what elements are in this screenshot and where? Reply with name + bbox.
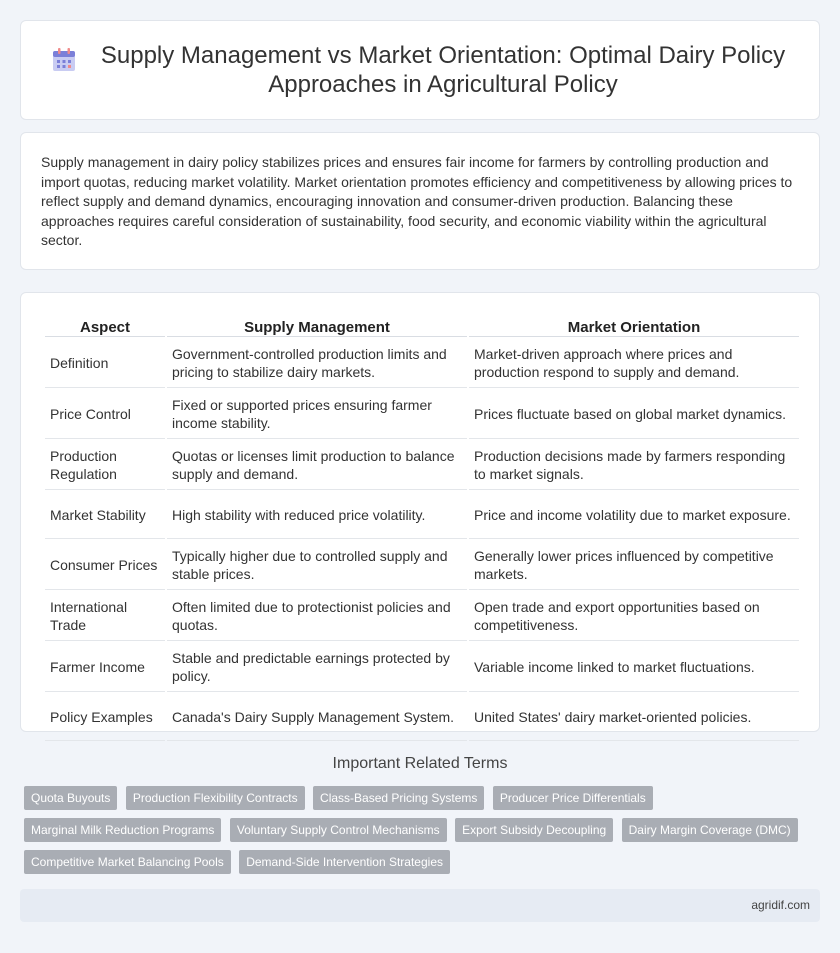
row-supply-management: Quotas or licenses limit production to balance supply and demand. [167, 441, 467, 490]
footer [20, 889, 820, 922]
summary-text: Supply management in dairy policy stabilizes prices and ensures fair income for farmers by controlling production and import quotas, reducing market volatility. Market orientation promotes efficiency and competitiveness by allowing prices to reflect supply and demand dynamics, encouraging innovation and consumer-driven production. Balancing these approaches requires careful consideration of sustainability, food security, and economic viability within the agricultural sector. [41, 154, 793, 248]
row-aspect: Price Control [45, 390, 165, 439]
tag-voluntary-supply-control-mechanisms[interactable]: Voluntary Supply Control Mechanisms [230, 818, 447, 842]
tag-producer-price-differentials[interactable]: Producer Price Differentials [493, 786, 653, 810]
row-aspect: Production Regulation [45, 441, 165, 490]
row-aspect: Farmer Income [45, 643, 165, 692]
row-supply-management: Often limited due to protectionist policies and quotas. [167, 592, 467, 641]
tag-dairy-margin-coverage[interactable]: Dairy Margin Coverage (DMC) [622, 818, 798, 842]
row-aspect: Definition [45, 339, 165, 388]
title-card [20, 20, 820, 120]
row-supply-management: Government-controlled production limits and pricing to stabilize dairy markets. [167, 339, 467, 388]
tag-quota-buyouts[interactable]: Quota Buyouts [24, 786, 117, 810]
table-header-row [45, 315, 799, 337]
table-row [45, 492, 799, 539]
row-market-orientation: Production decisions made by farmers responding to market signals. [469, 441, 799, 490]
row-aspect: Policy Examples [45, 694, 165, 741]
table-row [45, 592, 799, 641]
title-wrap [21, 41, 819, 99]
header-market-orientation: Market Orientation [469, 315, 799, 337]
table-row [45, 643, 799, 692]
table-row [45, 339, 799, 388]
row-aspect: Market Stability [45, 492, 165, 539]
row-supply-management: Canada's Dairy Supply Management System. [167, 694, 467, 741]
table-row [45, 541, 799, 590]
row-supply-management: Stable and predictable earnings protected by policy. [167, 643, 467, 692]
tag-class-based-pricing-systems[interactable]: Class-Based Pricing Systems [313, 786, 484, 810]
table-row [45, 390, 799, 439]
row-supply-management: Fixed or supported prices ensuring farmer income stability. [167, 390, 467, 439]
table-row [45, 441, 799, 490]
row-market-orientation: Prices fluctuate based on global market dynamics. [469, 390, 799, 439]
tag-competitive-market-balancing-pools[interactable]: Competitive Market Balancing Pools [24, 850, 231, 874]
row-market-orientation: United States' dairy market-oriented policies. [469, 694, 799, 741]
row-market-orientation: Generally lower prices influenced by competitive markets. [469, 541, 799, 590]
footer-site-link[interactable]: agridif.com [751, 898, 810, 912]
tag-marginal-milk-reduction-programs[interactable]: Marginal Milk Reduction Programs [24, 818, 221, 842]
row-market-orientation: Price and income volatility due to market exposure. [469, 492, 799, 539]
row-market-orientation: Variable income linked to market fluctuations. [469, 643, 799, 692]
row-market-orientation: Open trade and export opportunities based on competitiveness. [469, 592, 799, 641]
row-market-orientation: Market-driven approach where prices and production respond to supply and demand. [469, 339, 799, 388]
related-terms-list [24, 786, 814, 882]
table-row [45, 694, 799, 741]
related-terms-title: Important Related Terms [332, 755, 508, 772]
header-aspect: Aspect [45, 315, 165, 337]
row-supply-management: High stability with reduced price volatility. [167, 492, 467, 539]
row-aspect: International Trade [45, 592, 165, 641]
comparison-table [43, 313, 801, 743]
comparison-card [20, 292, 820, 732]
page-title: Supply Management vs Market Orientation: Optimal Dairy Policy Approaches in Agricultural Policy [100, 42, 786, 98]
tag-production-flexibility-contracts[interactable]: Production Flexibility Contracts [126, 786, 305, 810]
tag-demand-side-intervention-strategies[interactable]: Demand-Side Intervention Strategies [239, 850, 450, 874]
header-supply-management: Supply Management [167, 315, 467, 337]
row-supply-management: Typically higher due to controlled supply and stable prices. [167, 541, 467, 590]
summary-card [20, 132, 820, 270]
calendar-icon [51, 47, 77, 73]
tag-export-subsidy-decoupling[interactable]: Export Subsidy Decoupling [455, 818, 613, 842]
row-aspect: Consumer Prices [45, 541, 165, 590]
